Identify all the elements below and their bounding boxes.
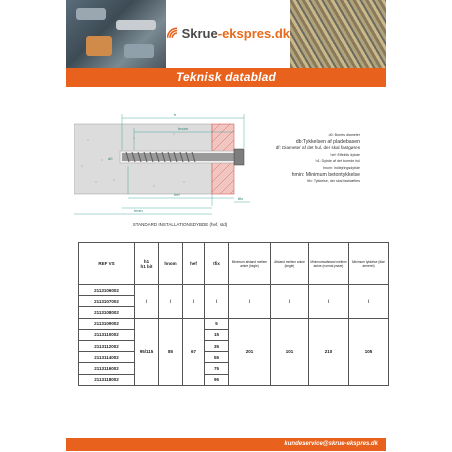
label-tfix: tfix — [238, 196, 244, 201]
cell-ref: 2113112002 — [79, 340, 135, 351]
table-header-row — [79, 243, 389, 285]
cell-tfix: 15 — [205, 329, 229, 340]
cell-thickness: 105 — [349, 318, 389, 385]
footer-email: kundeservice@skrue-ekspres.dk — [284, 441, 378, 447]
legend-item: db:Tykkelsen af pladebasen — [295, 138, 360, 145]
cell-spacing: 210 — [309, 318, 349, 385]
cell-ref: 2113110002 — [79, 329, 135, 340]
cell-h1: / — [135, 285, 159, 319]
legend-item: hmin: Minimum betontykkelse — [291, 171, 360, 178]
col-edge: Minimum afstand mellem ankre (kegle) — [229, 243, 271, 285]
col-thickness: Minimum tykkelse (ikke armeret) — [349, 243, 389, 285]
tool-shape — [124, 44, 154, 58]
label-hmin: hmin — [134, 208, 143, 213]
col-ref: REF VS — [79, 243, 135, 285]
brand-name: Skrue-ekspres.dk — [181, 25, 290, 41]
header-photo-screws — [290, 0, 386, 68]
label-hef: hef — [174, 192, 180, 197]
col-tfix: tfix — [205, 243, 229, 285]
legend-item: hnom: Indlejringsdybde — [322, 165, 360, 170]
table-row — [79, 285, 389, 296]
table-row — [79, 318, 389, 329]
cell-spacing: / — [309, 285, 349, 319]
col-anchor-dist: Afstand mellem ankre (kegle) — [271, 243, 309, 285]
cell-ref: 2113116002 — [79, 363, 135, 374]
symbol-legend — [258, 132, 360, 185]
cell-tfix: 35 — [205, 340, 229, 351]
cell-ref: 2113114002 — [79, 352, 135, 363]
cell-hef: / — [183, 285, 205, 319]
spec-table — [78, 242, 389, 386]
legend-item: hef: Effektiv dybde — [330, 152, 360, 157]
brand-logo — [166, 22, 290, 44]
legend-item: d0: Borets diameter — [328, 133, 360, 137]
header-photo-tools — [66, 0, 166, 68]
cell-ref: 2113107002 — [79, 296, 135, 307]
cell-ref: 2113108002 — [79, 307, 135, 318]
cell-anchor-dist: 101 — [271, 318, 309, 385]
cell-ref: 2113118002 — [79, 374, 135, 385]
logo-icon — [166, 25, 179, 41]
install-caption: STANDARD INSTALLATIONSDYBDE (hef, std) — [132, 222, 228, 227]
col-h1: h1 h1 bit — [135, 243, 159, 285]
label-d0: d0 — [108, 156, 113, 161]
cell-hef: 67 — [183, 318, 205, 385]
tool-shape — [86, 36, 112, 56]
label-hmax: h — [174, 112, 177, 117]
legend-item: h1: Dybde af det borede hul — [315, 159, 360, 164]
page-title: Teknisk datablad — [175, 70, 277, 84]
cell-tfix: / — [205, 285, 229, 319]
cell-tfix: 5 — [205, 318, 229, 329]
cell-hnom: / — [159, 285, 183, 319]
cell-ref: 2113106002 — [79, 285, 135, 296]
title-banner — [66, 68, 386, 87]
cell-anchor_dist: / — [271, 285, 309, 319]
cell-hnom: 85 — [159, 318, 183, 385]
footer-bar — [66, 438, 386, 451]
col-hef: hef — [183, 243, 205, 285]
cell-tfix: 75 — [205, 363, 229, 374]
tool-shape — [76, 8, 106, 20]
col-hnom: hnom — [159, 243, 183, 285]
table-body — [79, 285, 389, 386]
legend-item: tfix: Tykkelse, der skal fastsættes — [307, 179, 360, 184]
cell-edge: 201 — [229, 318, 271, 385]
screw-head — [234, 149, 244, 165]
cell-ref: 2113109002 — [79, 318, 135, 329]
cell-h1: 95/115 — [135, 318, 159, 385]
cell-edge: / — [229, 285, 271, 319]
col-spacing: Minimumsafstand mellem ankre (normal prøve) — [309, 243, 349, 285]
tool-shape — [116, 20, 156, 30]
cell-tfix: 55 — [205, 352, 229, 363]
cell-thickness: / — [349, 285, 389, 319]
label-hnom: hnom — [178, 126, 189, 131]
legend-item: df: Diameter af det hul, der skal fastgøres — [275, 145, 360, 151]
cell-tfix: 95 — [205, 374, 229, 385]
